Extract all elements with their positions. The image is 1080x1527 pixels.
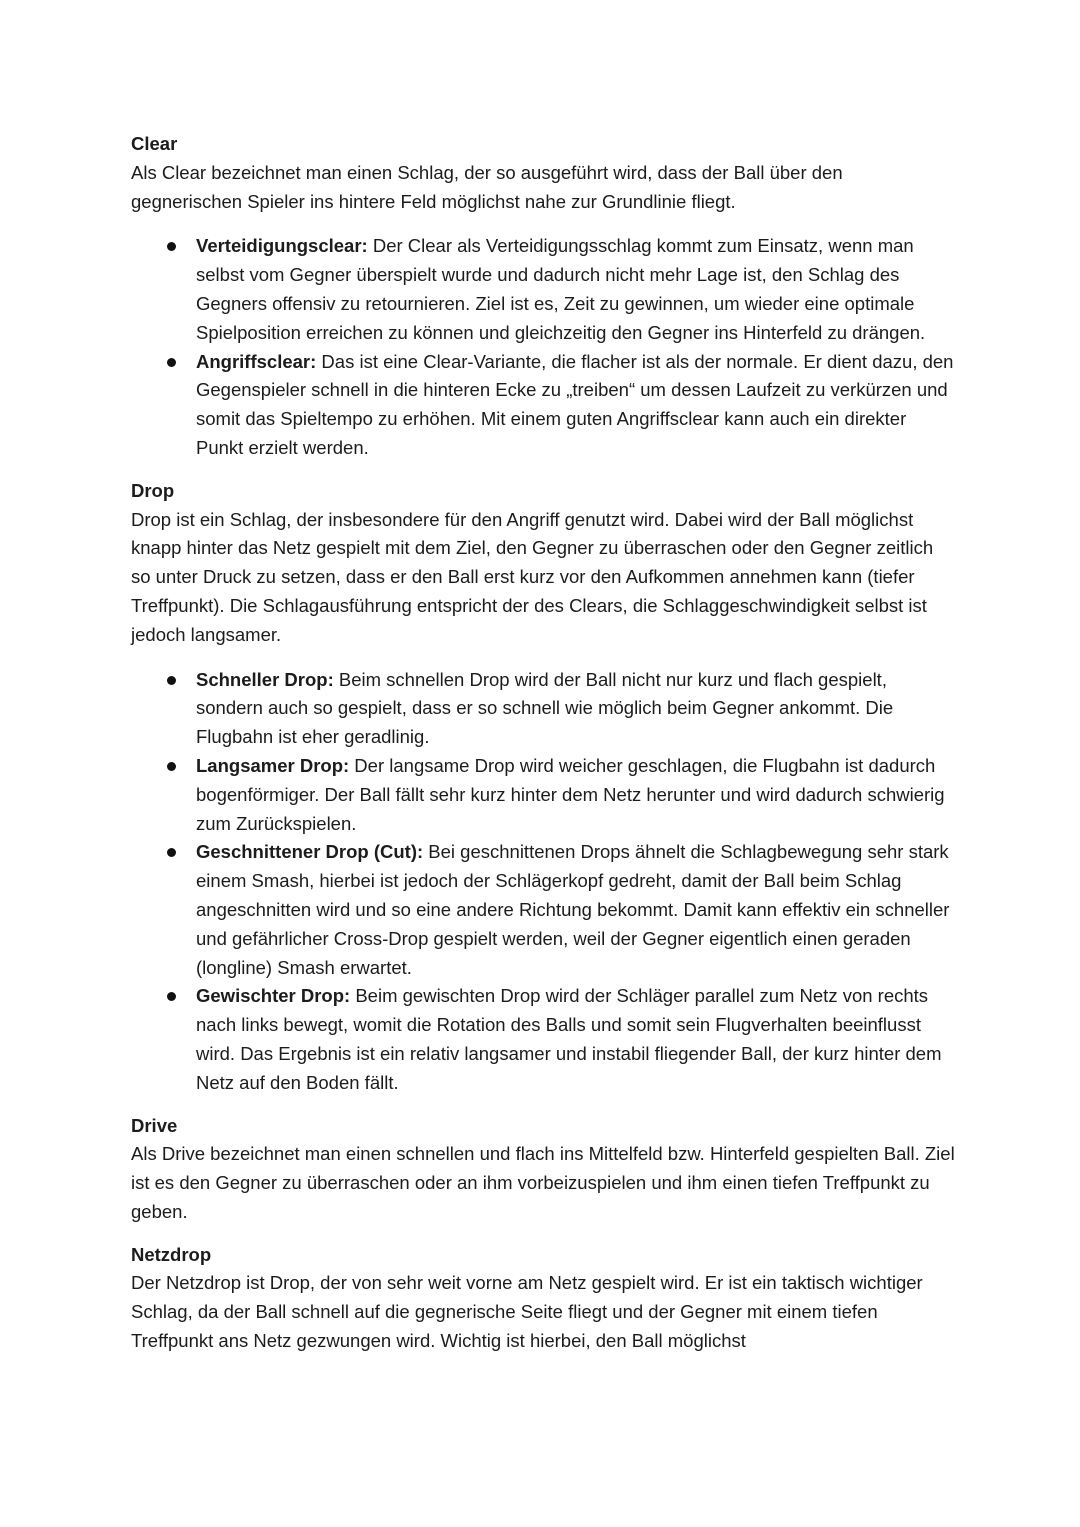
section-heading: Drop	[131, 479, 175, 501]
section-heading: Clear	[131, 133, 178, 154]
section-paragraph: Als Drive bezeichnet man einen schnellen und flach ins Mittelfeld bzw. Hinterfeld gespielten Ball. Ziel ist es den Gegner zu überraschen oder an ihm vorbeizuspielen und ihm einen tiefen Treffpunkt zu geben.	[131, 1143, 955, 1222]
list-item-text: Beim gewischten Drop wird der Schläger parallel zum Netz von rechts nach links bewegt, womit die Rotation des Balls und somit sein Flugverhalten beeinflusst wird. Das Ergebnis ist ein relativ langsamer und instabil fliegender Ball, der kurz hinter dem Netz auf den Boden fällt.	[196, 985, 942, 1093]
list-item	[131, 232, 956, 347]
list-item-text: Beim schnellen Drop wird der Ball nicht nur kurz und flach gespielt, sondern auch so gespielt, dass er so schnell wie möglich beim Gegner ankommt. Die Flugbahn ist eher geradlinig.	[196, 668, 894, 748]
bullet-icon	[167, 848, 176, 857]
section-paragraph: Als Clear bezeichnet man einen Schlag, der so ausgeführt wird, dass der Ball über den gegnerischen Spieler ins hintere Feld möglichst nahe zur Grundlinie fliegt.	[131, 161, 843, 212]
list-item-term: Verteidigungsclear:	[196, 235, 368, 257]
section-drop	[131, 477, 956, 1098]
bullet-icon	[167, 992, 176, 1001]
list-item-text: Der Clear als Verteidigungsschlag kommt zum Einsatz, wenn man selbst vom Gegner überspielt wurde und dadurch nicht mehr Lage ist, den Schlag des Gegners offensiv zu retournieren. Ziel ist es, Zeit zu gewinnen, um wieder eine optimale Spielposition erreichen zu können und gleichzeitig den Gegner ins Hinterfeld zu drängen.	[196, 235, 926, 343]
list-item-term: Geschnittener Drop (Cut):	[196, 841, 424, 863]
section-clear	[131, 130, 956, 463]
bullet-icon	[167, 358, 176, 367]
list-item-term: Schneller Drop:	[196, 668, 334, 690]
list-item-term: Angriffsclear:	[196, 350, 317, 372]
section-paragraph: Drop ist ein Schlag, der insbesondere für den Angriff genutzt wird. Dabei wird der Ball möglichst knapp hinter das Netz gespielt mit dem Ziel, den Gegner zu überraschen oder den Gegner zeitlich so unter Druck zu setzen, dass er den Ball erst kurz vor den Aufkommen annehmen kann (tiefer Treffpunkt). Die Schlagausführung entspricht der des Clears, die Schlaggeschwindigkeit selbst ist jedoch langsamer.	[131, 508, 934, 645]
list-item-term: Langsamer Drop:	[196, 754, 350, 776]
list-item	[131, 752, 956, 838]
list-item	[131, 348, 956, 463]
bullet-list	[131, 232, 956, 462]
list-item-term: Gewischter Drop:	[196, 985, 351, 1007]
section-paragraph: Der Netzdrop ist Drop, der von sehr weit vorne am Netz gespielt wird. Er ist ein taktisch wichtiger Schlag, da der Ball schnell auf die gegnerische Seite fliegt und der Gegner mit einem tiefen Treffpunkt ans Netz gezwungen wird. Wichtig ist hierbei, den Ball möglichst	[131, 1272, 923, 1352]
bullet-list	[131, 666, 956, 1098]
list-item-text: Das ist eine Clear-Variante, die flacher ist als der normale. Er dient dazu, den Gegenspieler schnell in die hinteren Ecke zu „treiben“ um dessen Laufzeit zu verkürzen und somit das Spieltempo zu erhöhen. Mit einem guten Angriffsclear kann auch ein direkter Punkt erzielt werden.	[196, 350, 954, 458]
section-heading: Drive	[131, 1114, 178, 1136]
bullet-icon	[167, 242, 176, 251]
bullet-icon	[167, 676, 176, 685]
list-item	[131, 838, 956, 982]
list-item-text: Der langsame Drop wird weicher geschlagen, die Flugbahn ist dadurch bogenförmiger. Der Ball fällt sehr kurz hinter dem Netz herunter und wird dadurch schwierig zum Zurückspielen.	[196, 754, 945, 834]
section-drive	[131, 1112, 956, 1227]
document-page	[131, 130, 956, 1356]
section-heading: Netzdrop	[131, 1243, 212, 1265]
list-item-text: Bei geschnittenen Drops ähnelt die Schlagbewegung sehr stark einem Smash, hierbei ist jedoch der Schlägerkopf gedreht, damit der Ball beim Schlag angeschnitten wird und so eine andere Richtung bekommt. Damit kann effektiv ein schneller und gefährlicher Cross-Drop gespielt werden, weil der Gegner eigentlich einen geraden (longline) Smash erwartet.	[196, 841, 950, 978]
list-item	[131, 666, 956, 752]
bullet-icon	[167, 762, 176, 771]
list-item	[131, 982, 956, 1097]
section-netzdrop	[131, 1241, 956, 1356]
